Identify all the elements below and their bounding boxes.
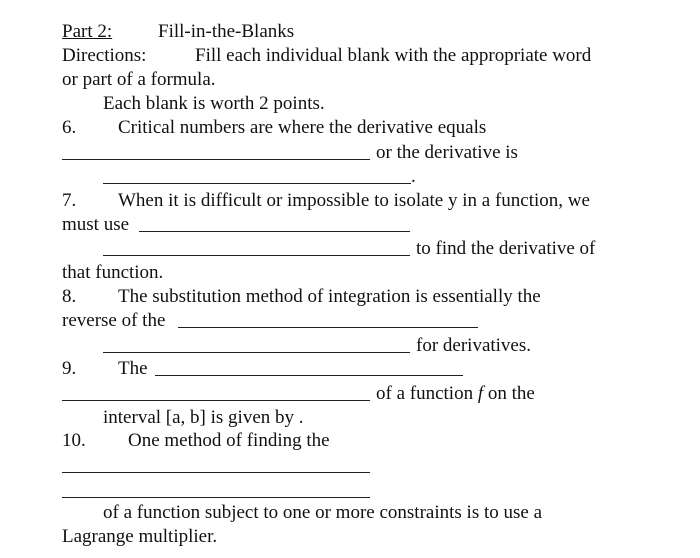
question-9-number: 9.: [62, 358, 77, 379]
section-title: Fill-in-the-Blanks: [158, 21, 295, 42]
question-8-text-line2: reverse of the: [62, 310, 166, 331]
question-10-blank-1[interactable]: [62, 472, 370, 473]
question-9-text-line3: interval [a, b] is given by .: [103, 407, 304, 428]
question-7-text-line3: to find the derivative of: [416, 238, 596, 259]
question-7-text-line2: must use: [62, 214, 130, 235]
question-10-text-line1: One method of finding the: [128, 430, 330, 451]
question-10-blank-2[interactable]: [62, 497, 370, 498]
question-8-text-line1: The substitution method of integration is essentially the: [118, 286, 541, 307]
question-6-number: 6.: [62, 117, 77, 138]
question-8-blank-1[interactable]: [178, 327, 478, 328]
question-9-f-variable: f: [477, 383, 484, 404]
question-9-blank-2[interactable]: [62, 400, 370, 401]
directions-text-line1: Fill each individual blank with the appropriate word: [195, 45, 592, 66]
question-10-text-line2: of a function subject to one or more constraints is to use a: [103, 502, 543, 523]
directions-label: Directions:: [62, 45, 147, 66]
question-6-period: .: [411, 166, 416, 187]
question-10-text-line3: Lagrange multiplier.: [62, 526, 218, 547]
question-10-number: 10.: [62, 430, 86, 451]
question-9-on-the: on the: [487, 383, 535, 404]
question-9-blank-1[interactable]: [155, 375, 463, 376]
question-7-blank-2[interactable]: [103, 255, 410, 256]
question-6-blank-2[interactable]: [103, 183, 411, 184]
question-7-text-line1: When it is difficult or impossible to isolate y in a function, we: [118, 190, 590, 211]
question-8-blank-2[interactable]: [103, 352, 410, 353]
question-9-of-a-function: of a function: [376, 383, 474, 404]
question-6-text-line2: or the derivative is: [376, 142, 518, 163]
question-9-text-line1: The: [118, 358, 148, 379]
question-7-text-line4: that function.: [62, 262, 164, 283]
question-8-text-line3: for derivatives.: [416, 335, 532, 356]
question-9-text-line2: [376, 382, 535, 406]
question-6-text-line1: Critical numbers are where the derivative equals: [118, 117, 487, 138]
question-7-blank-1[interactable]: [139, 231, 410, 232]
points-note: Each blank is worth 2 points.: [103, 93, 325, 114]
directions-text-line2: or part of a formula.: [62, 69, 216, 90]
part-label: Part 2:: [62, 21, 113, 42]
question-7-number: 7.: [62, 190, 77, 211]
question-8-number: 8.: [62, 286, 77, 307]
question-6-blank-1[interactable]: [62, 159, 370, 160]
